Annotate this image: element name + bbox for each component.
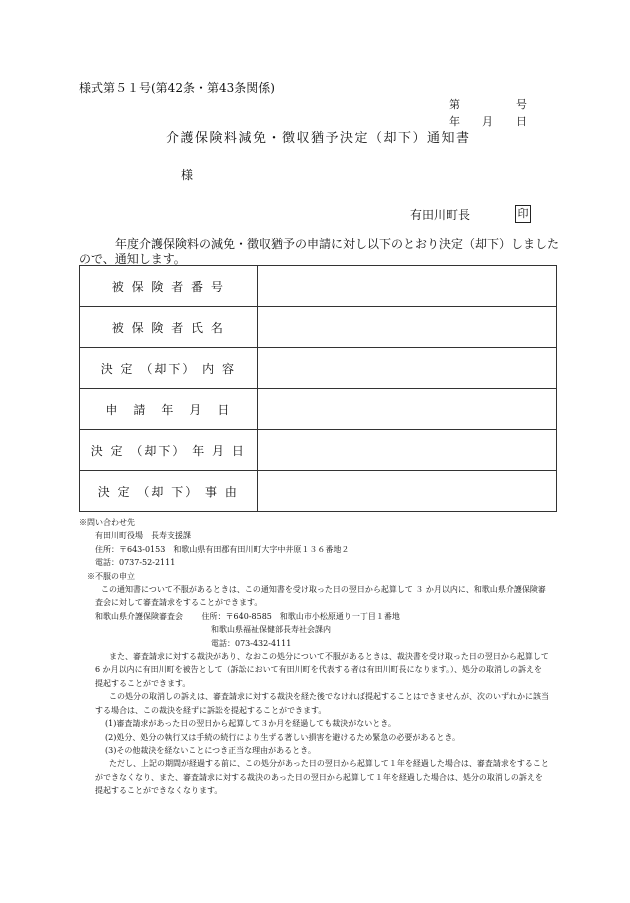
row-label: 被 保 険 者 氏 名 (80, 307, 258, 348)
seal-stamp: 印 (515, 205, 531, 223)
council-dept: 和歌山県福祉保健部長寿社会課内 (211, 625, 331, 635)
table-row (80, 266, 557, 307)
appeal-paragraph-2-cont: 6 か月以内に有田川町を被告として（訴訟において有田川町を代表する者は有田川町長になります。）、処分の取消しの訴えを (95, 665, 542, 675)
table-row (80, 430, 557, 471)
council-address: 住所：〒640-8585 和歌山市小松原通り一丁目１番地 (201, 611, 400, 621)
intro-text: 年度介護保険料の減免・徴収猶予の申請に対し以下のとおり決定（却下）しましたので、通知します。 (79, 237, 560, 266)
exception-item-1: (1)審査請求があった日の翌日から起算して３か月を経過しても裁決がないとき。 (105, 719, 396, 729)
issuer-name: 有田川町長 (410, 208, 471, 222)
appeal-paragraph-3-cont: する場合は、この裁決を経ずに訴訟を提起することができます。 (95, 705, 327, 715)
row-label: 被 保 険 者 番 号 (80, 266, 258, 307)
number-label-go: 号 (516, 98, 527, 111)
document-title: 介護保険料減免・徴収猶予決定（却下）通知書 (166, 131, 471, 146)
recipient-suffix: 様 (181, 168, 194, 182)
table-row (80, 307, 557, 348)
table-row (80, 389, 557, 430)
appeal-paragraph-4: ただし、上記の期間が経過する前に、この処分があった日の翌日から起算して１年を経過した場合は、審査請求をすること (109, 759, 549, 769)
row-value (257, 307, 556, 348)
contact-address: 住所：〒643-0153 和歌山県有田郡有田川町大字中井原１３６番地２ (95, 544, 350, 554)
contact-phone: 電話：0737-52-2111 (95, 558, 176, 568)
appeal-heading: ※不服の申立 (87, 571, 135, 581)
date-label-day: 日 (516, 115, 527, 128)
row-value (257, 471, 556, 512)
row-value (257, 430, 556, 471)
council-name: 和歌山県介護保険審査会 (95, 611, 183, 621)
table-row (80, 348, 557, 389)
row-label: 決 定 （却下） 内 容 (80, 348, 258, 389)
appeal-paragraph-2-end: 提起することができます。 (95, 678, 191, 688)
appeal-paragraph-4-cont: ができなくなり、また、審査請求に対する裁決のあった日の翌日から起算して１年を経過した場合は、処分の取消しの訴えを (95, 772, 543, 782)
form-number: 様式第５１号(第42条・第43条関係) (79, 81, 275, 95)
number-label-dai: 第 (449, 98, 460, 111)
table-row (80, 471, 557, 512)
council-info (79, 610, 559, 623)
exception-item-3: (3)その他裁決を経ないことにつき正当な理由があるとき。 (105, 745, 316, 755)
date-label-year: 年 (449, 115, 460, 128)
appeal-paragraph-2: また、審査請求に対する裁決があり、なおこの処分について不服があるときは、裁決書を受け取った日の翌日から起算して (109, 652, 549, 662)
row-label: 申 請 年 月 日 (80, 389, 258, 430)
notes-section (79, 516, 559, 798)
appeal-paragraph-4-end: 提起することができなくなります。 (95, 786, 223, 796)
row-value (257, 348, 556, 389)
exception-item-2: (2)処分、処分の執行又は手続の続行により生ずる著しい損害を避けるため緊急の必要があるとき。 (105, 732, 461, 742)
appeal-paragraph-3: この処分の取消しの訴えは、審査請求に対する裁決を経た後でなければ提起することはできませんが、次のいずれかに該当 (109, 692, 549, 702)
appeal-paragraph-1: この通知書について不服があるときは、この通知書を受け取った日の翌日から起算して ３ か月以内に、和歌山県介護保険審 (101, 585, 546, 595)
notice-table (79, 265, 557, 512)
row-label: 決 定 （却 下） 事 由 (80, 471, 258, 512)
row-value (257, 389, 556, 430)
contact-office: 有田川町役場 長寿支援課 (95, 531, 191, 541)
contact-heading: ※問い合わせ先 (79, 518, 135, 527)
row-label: 決 定 （却下） 年 月 日 (80, 430, 258, 471)
date-label-month: 月 (482, 115, 493, 128)
council-phone: 電話：073-432-4111 (211, 638, 292, 648)
appeal-paragraph-1-cont: 査会に対して審査請求をすることができます。 (95, 598, 263, 608)
row-value (257, 266, 556, 307)
